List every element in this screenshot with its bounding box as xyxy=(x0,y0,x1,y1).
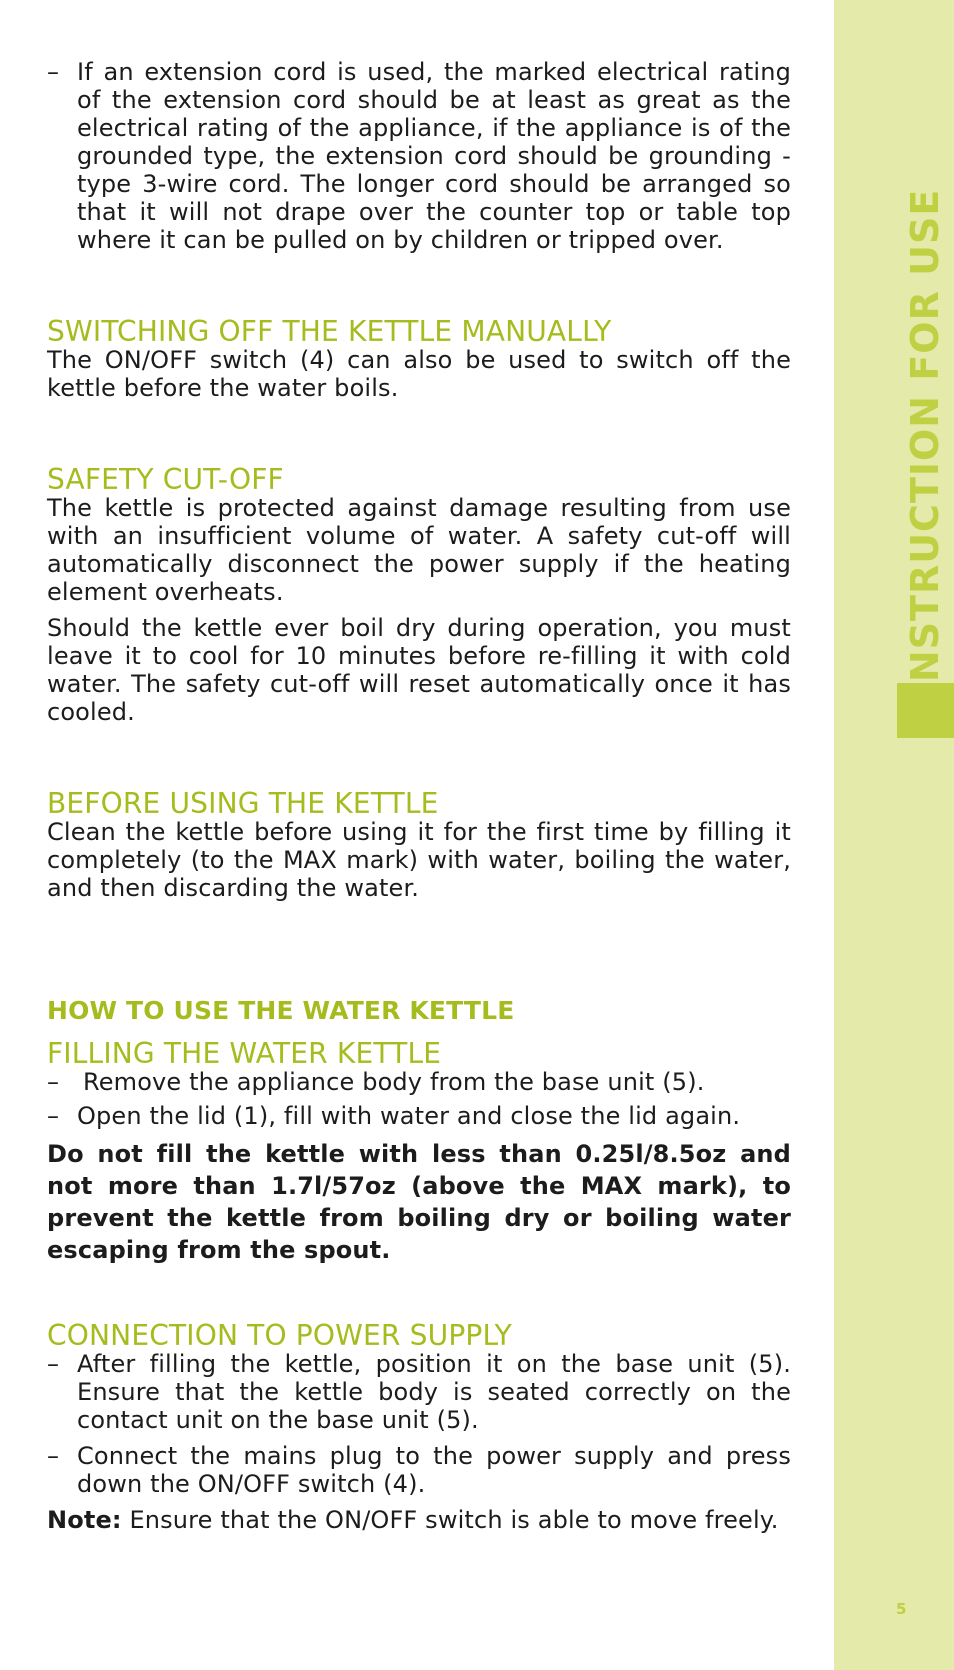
bullet-filling-1 xyxy=(47,1068,791,1096)
page-number: 5 xyxy=(896,1600,907,1618)
bullet-dash: – xyxy=(47,1350,60,1378)
heading-before-using: BEFORE USING THE KETTLE xyxy=(47,787,439,820)
bullet-text: After filling the kettle, position it on the base unit (5). Ensure that the kettle body is seated correctly on the contact unit on the base unit (5). xyxy=(77,1350,791,1434)
bullet-connection-1 xyxy=(47,1350,791,1434)
bullet-text: Open the lid (1), fill with water and close the lid again. xyxy=(77,1102,741,1130)
warning-fill-level: Do not fill the kettle with less than 0.25l/8.5oz and not more than 1.7l/57oz (above the MAX mark), to prevent the kettle from boiling dry or boiling water escaping from the spout. xyxy=(47,1140,791,1264)
paragraph-switching-off: The ON/OFF switch (4) can also be used to switch off the kettle before the water boils. xyxy=(47,346,791,402)
heading-connection: CONNECTION TO POWER SUPPLY xyxy=(47,1319,512,1352)
note-paragraph xyxy=(47,1506,791,1534)
bullet-text: Remove the appliance body from the base unit (5). xyxy=(83,1068,705,1096)
bullet-connection-2 xyxy=(47,1442,791,1498)
heading-switching-off: SWITCHING OFF THE KETTLE MANUALLY xyxy=(47,315,612,348)
bullet-dash: – xyxy=(47,1068,60,1096)
bullet-text: If an extension cord is used, the marked electrical rating of the extension cord should be at least as great as the electrical rating of the appliance, if the appliance is of the grounded type, the extension cord should be grounding -type 3-wire cord. The longer cord should be arranged so that it will not drape over the counter top or table top where it can be pulled on by children or tripped over. xyxy=(77,58,791,254)
bullet-dash: – xyxy=(47,58,60,86)
bullet-extension-cord xyxy=(47,58,791,254)
bullet-dash: – xyxy=(47,1102,60,1130)
bullet-filling-2 xyxy=(47,1102,791,1130)
bullet-dash: – xyxy=(47,1442,60,1470)
section-title-vertical: INSTRUCTION FOR USE xyxy=(903,188,947,698)
paragraph-safety-cutoff-1: The kettle is protected against damage resulting from use with an insufficient volume of water. A safety cut-off will automatically disconnect the power supply if the heating element overheats. xyxy=(47,494,791,606)
note-label: Note: xyxy=(47,1506,122,1534)
note-text: Ensure that the ON/OFF switch is able to move freely. xyxy=(121,1506,779,1534)
bullet-text: Connect the mains plug to the power supply and press down the ON/OFF switch (4). xyxy=(77,1442,791,1498)
paragraph-before-using: Clean the kettle before using it for the first time by filling it completely (to the MAX mark) with water, boiling the water, and then discarding the water. xyxy=(47,818,791,902)
heading-filling: FILLING THE WATER KETTLE xyxy=(47,1037,442,1070)
paragraph-safety-cutoff-2: Should the kettle ever boil dry during operation, you must leave it to cool for 10 minutes before re-filling it with cold water. The safety cut-off will reset automatically once it has cooled. xyxy=(47,614,791,726)
heading-safety-cutoff: SAFETY CUT-OFF xyxy=(47,463,284,496)
heading-how-to-use: HOW TO USE THE WATER KETTLE xyxy=(47,996,515,1025)
page-content xyxy=(47,58,791,1534)
